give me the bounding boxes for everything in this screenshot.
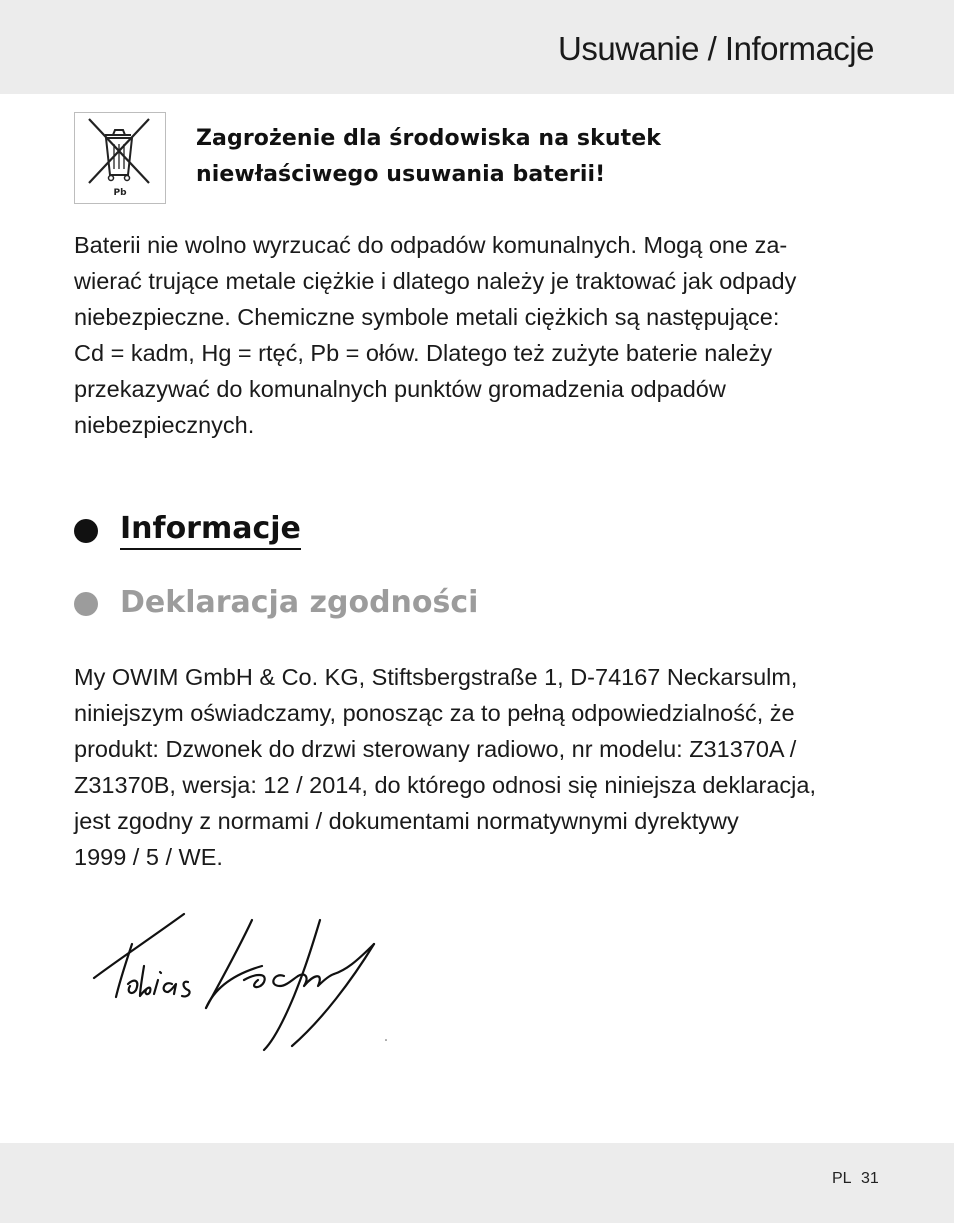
language-code: PL [832,1170,852,1187]
paragraph-line: niebezpiecznych. [74,412,255,438]
paragraph-line: jest zgodny z normami / dokumentami normatywnymi dyrektywy [74,808,739,834]
declaration-paragraph [74,659,884,875]
footer-band [0,1143,954,1223]
battery-warning [196,121,836,193]
pb-label: Pb [113,188,127,198]
paragraph-line: Z31370B, wersja: 12 / 2014, do którego odnosi się niniejsza deklaracja, [74,772,817,798]
paragraph-line: 1999 / 5 / WE. [74,844,223,870]
paragraph-line: produkt: Dzwonek do drzwi sterowany radiowo, nr modelu: Z31370A / [74,736,797,762]
warning-line: niewłaściwego usuwania baterii! [196,162,606,187]
section-title: Deklaracja zgodności [120,585,479,620]
bullet-icon [74,592,98,616]
paragraph-line: niniejszym oświadczamy, ponosząc za to pełną odpowiedzialność, że [74,700,795,726]
handwritten-signature [88,900,398,1060]
paragraph-line: przekazywać do komunalnych punktów gromadzenia odpadów [74,376,726,402]
paragraph-line: wierać trujące metale ciężkie i dlatego należy je traktować jak odpady [74,268,797,294]
paragraph-line: Baterii nie wolno wyrzucać do odpadów komunalnych. Mogą one za- [74,232,788,258]
warning-line: Zagrożenie dla środowiska na skutek [196,126,661,151]
section-title: Informacje [120,510,301,550]
page-title: Usuwanie / Informacje [558,30,874,67]
page-number: 31 [861,1170,879,1187]
battery-disposal-paragraph [74,227,884,443]
paragraph-line: Cd = kadm, Hg = rtęć, Pb = ołów. Dlatego też zużyte baterie należy [74,340,773,366]
paragraph-line: niebezpieczne. Chemiczne symbole metali ciężkich są następujące: [74,304,780,330]
bullet-icon [74,519,98,543]
weee-battery-symbol [74,112,166,204]
paragraph-line: My OWIM GmbH & Co. KG, Stiftsbergstraße 1, D-74167 Neckarsulm, [74,664,798,690]
